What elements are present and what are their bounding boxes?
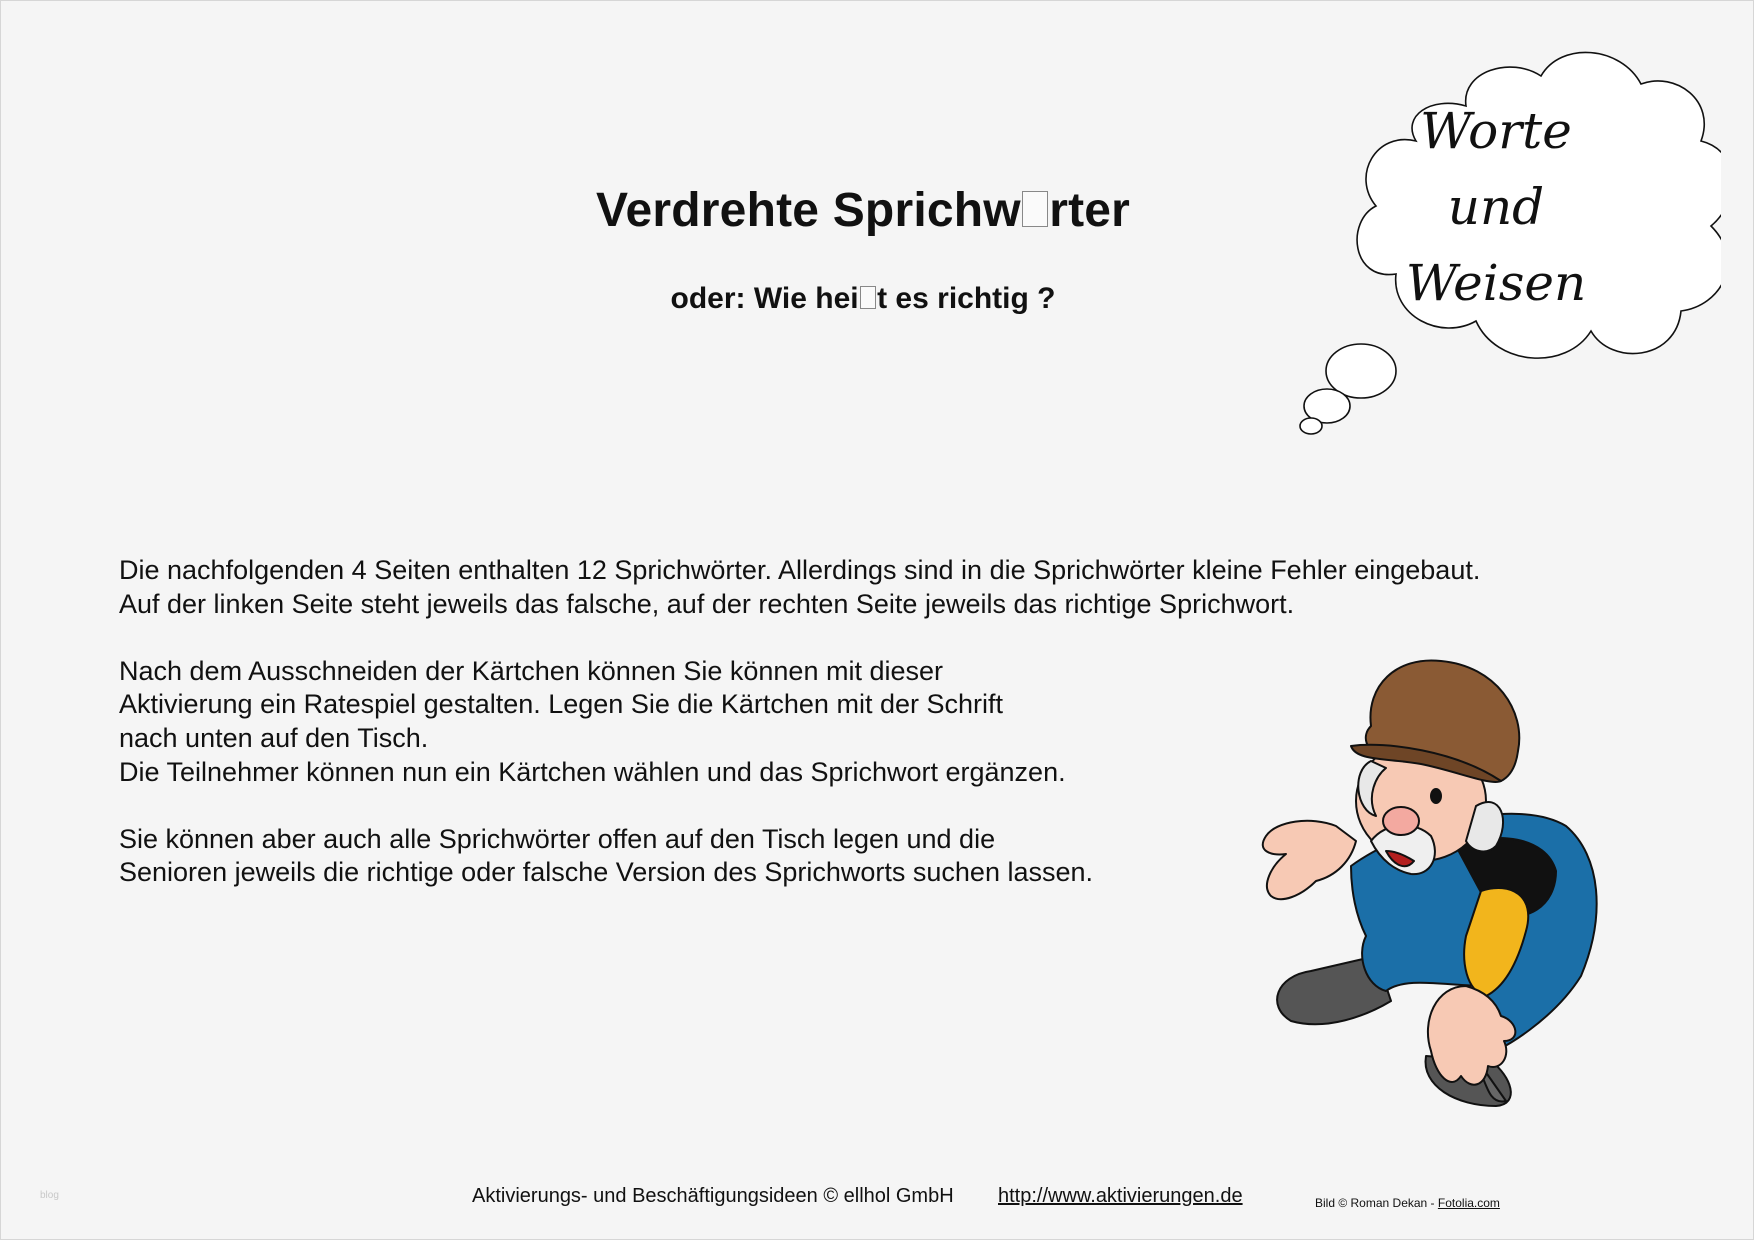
cloud-line-3: Weisen: [1405, 254, 1587, 312]
watermark: blog: [40, 1190, 59, 1201]
paragraph-1: [119, 554, 1480, 621]
thought-cloud-text: [1391, 93, 1601, 321]
subtitle-part-2: t es richtig ?: [877, 282, 1056, 315]
paragraph-line: Auf der linken Seite steht jeweils das falsche, auf der rechten Seite jeweils das richtige Sprichwort.: [119, 588, 1295, 619]
paragraph-line: Die Teilnehmer können nun ein Kärtchen wählen und das Sprichwort ergänzen.: [119, 756, 1066, 787]
subtitle-part-1: oder: Wie hei: [670, 282, 859, 315]
cloud-line-2: und: [1447, 178, 1545, 236]
cartoon-old-man-illustration: [1256, 656, 1666, 1136]
paragraph-line: Nach dem Ausschneiden der Kärtchen können Sie können mit dieser: [119, 655, 944, 686]
credit-text: Bild © Roman Dekan -: [1315, 1196, 1438, 1210]
credit-link[interactable]: Fotolia.com: [1437, 1196, 1500, 1210]
image-credit: [1315, 1196, 1500, 1210]
paragraph-line: Aktivierung ein Ratespiel gestalten. Legen Sie die Kärtchen mit der Schrift: [119, 689, 1003, 720]
missing-glyph-box: [1022, 191, 1048, 227]
paragraph-line: Die nachfolgenden 4 Seiten enthalten 12 Sprichwörter. Allerdings sind in die Sprichwörter kleine Fehler eingebaut.: [119, 555, 1481, 585]
paragraph-line: nach unten auf den Tisch.: [119, 722, 429, 753]
paragraph-line: Sie können aber auch alle Sprichwörter offen auf den Tisch legen und die: [119, 823, 996, 854]
paragraph-line: Senioren jeweils die richtige oder falsche Version des Sprichworts suchen lassen.: [119, 857, 1094, 888]
footer-company: Aktivierungs- und Beschäftigungsideen © ellhol GmbH: [472, 1185, 954, 1207]
footer-website-link[interactable]: http://www.aktivierungen.de: [998, 1185, 1243, 1207]
title-part-2: rter: [1049, 184, 1131, 237]
cloud-line-1: Worte: [1420, 102, 1572, 160]
missing-glyph-box: [860, 286, 877, 309]
title-part-1: Verdrehte Sprichw: [595, 184, 1021, 237]
